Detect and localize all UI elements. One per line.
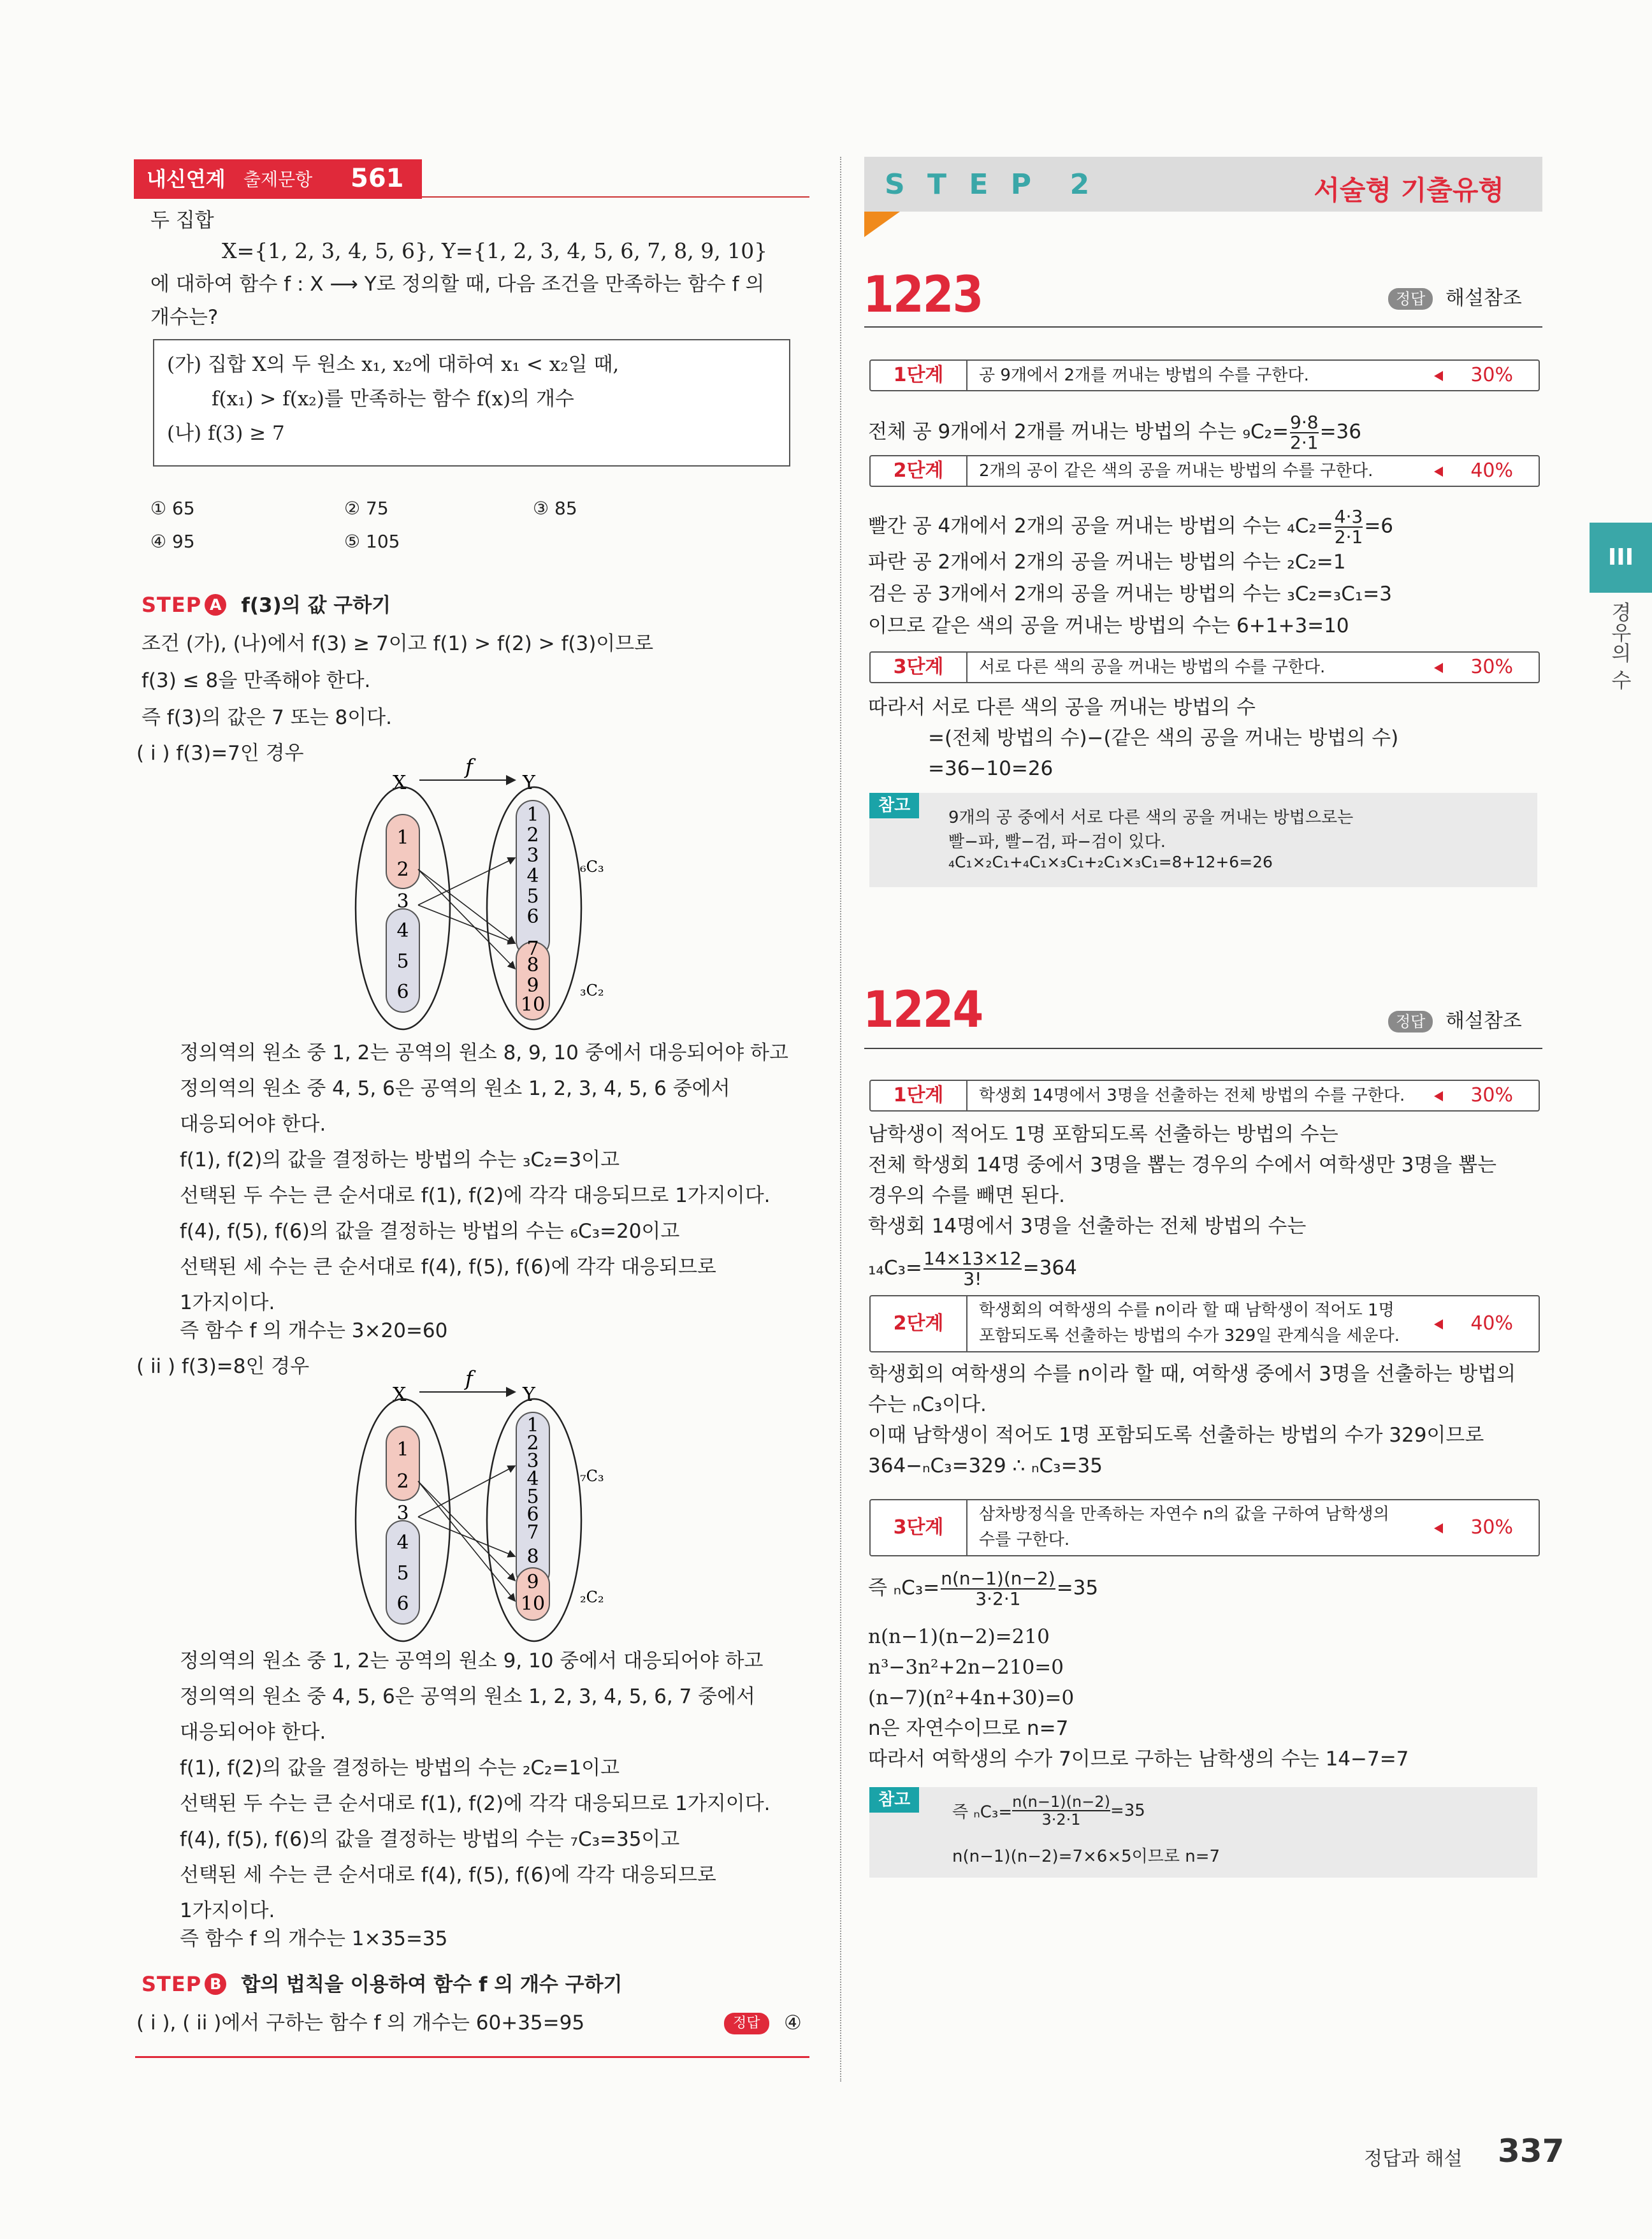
solution-ref-1223: 해설참조 <box>1446 287 1522 310</box>
answer-pill-1223: 정답 <box>1388 288 1433 310</box>
case1-line-3: 대응되어야 한다. <box>180 1113 326 1136</box>
stage1-1224-pct: 30% <box>1470 1084 1513 1106</box>
case2-line-1: 정의역의 원소 중 1, 2는 공역의 원소 9, 10 중에서 대응되어야 하고 <box>180 1649 764 1672</box>
svg-text:3: 3 <box>396 1502 409 1525</box>
diagram2-y-label: Y <box>523 1384 535 1406</box>
step2-label: S T E P 2 <box>885 168 1096 201</box>
s2-1223-fraction <box>1335 507 1363 547</box>
problem-header <box>134 159 422 199</box>
reference-box-1224 <box>869 1787 1537 1878</box>
stage1-1224-desc: 학생회 14명에서 3명을 선출하는 전체 방법의 수를 구한다. <box>979 1086 1405 1105</box>
stage3-1223 <box>869 651 1540 683</box>
stage2-1223 <box>869 455 1540 487</box>
case2-line-7: 선택된 세 수는 큰 순서대로 f(4), f(5), f(6)에 각각 대응되므로 <box>180 1864 716 1887</box>
svg-text:9: 9 <box>526 975 539 997</box>
answer-pill: 정답 <box>724 2013 769 2034</box>
condition-ga-b: f(x₁) > f(x₂)를 만족하는 함수 f(x)의 개수 <box>212 388 574 410</box>
header-tag: 내신연계 <box>147 167 226 191</box>
step-b-badge: B <box>205 1973 226 1995</box>
problem-number-1223: 1223 <box>863 266 983 324</box>
a-line-3: 즉 f(3)의 값은 7 또는 8이다. <box>141 706 392 729</box>
ref-1224-line2: n(n−1)(n−2)=7×6×5이므로 n=7 <box>952 1847 1221 1866</box>
s3-1224-fraction <box>941 1569 1055 1609</box>
svg-text:7: 7 <box>526 1521 539 1544</box>
step-a-badge: A <box>205 594 226 616</box>
s2-1224-line4: 364−ₙC₃=329 ∴ ₙC₃=35 <box>868 1454 1103 1477</box>
s1-1224-line4: 학생회 14명에서 3명을 선출하는 전체 방법의 수는 <box>868 1215 1307 1238</box>
stage1-1224-label: 1단계 <box>871 1081 967 1110</box>
diagram1-y-label: Y <box>523 772 535 794</box>
case2-line-8: 1가지이다. <box>180 1899 275 1922</box>
s3-1224-num: n(n−1)(n−2) <box>941 1568 1055 1589</box>
problem-line-2: X={1, 2, 3, 4, 5, 6}, Y={1, 2, 3, 4, 5, 6, 7, 8, 9, 10} <box>222 238 768 263</box>
case1-line-7: 선택된 세 수는 큰 순서대로 f(4), f(5), f(6)에 각각 대응되므로 <box>180 1256 716 1279</box>
svg-text:10: 10 <box>520 1593 546 1615</box>
svg-text:2: 2 <box>526 824 539 846</box>
s1-1223-line <box>868 413 1361 453</box>
condition-na: (나) f(3) ≥ 7 <box>167 422 285 445</box>
stage2-1223-marker-icon <box>1434 467 1443 477</box>
stage3-1223-marker-icon <box>1434 663 1443 673</box>
s2-1224-line1: 학생회의 여학생의 수를 n이라 할 때, 여학생 중에서 3명을 선출하는 방법의 <box>868 1363 1516 1386</box>
column-divider <box>840 157 841 2082</box>
case2-line-9: 즉 함수 f 의 개수는 1×35=35 <box>180 1927 448 1950</box>
problem-line-3: 에 대하여 함수 f : X ⟶ Y로 정의할 때, 다음 조건을 만족하는 함수 f 의 <box>150 273 765 296</box>
rule-1224 <box>864 1048 1542 1049</box>
stage1-1223-pct: 30% <box>1470 364 1513 386</box>
stage3-1224-desc2: 수를 구한다. <box>979 1530 1070 1549</box>
ref-1224-eq <box>952 1793 1145 1828</box>
problem-line-1: 두 집합 <box>150 209 214 232</box>
stage2-1224-marker-icon <box>1434 1319 1443 1330</box>
s2-1223-line2: 파란 공 2개에서 2개의 공을 꺼내는 방법의 수는 ₂C₂=1 <box>868 551 1346 574</box>
svg-text:3: 3 <box>526 1450 539 1472</box>
s2-1224-line3: 이때 남학생이 적어도 1명 포함되도록 선출하는 방법의 수가 329이므로 <box>868 1424 1484 1447</box>
s3-1224-line3: (n−7)(n²+4n+30)=0 <box>868 1686 1075 1709</box>
stage2-1223-pct: 40% <box>1470 460 1513 482</box>
stage1-1224 <box>869 1080 1540 1112</box>
s1-1223-fraction <box>1290 413 1319 453</box>
s2-1223-line3: 검은 공 3개에서 2개의 공을 꺼내는 방법의 수는 ₃C₂=₃C₁=3 <box>868 583 1392 605</box>
case2-line-4: f(1), f(2)의 값을 결정하는 방법의 수는 ₂C₂=1이고 <box>180 1757 620 1779</box>
svg-text:7: 7 <box>526 938 539 960</box>
stage1-1223-label: 1단계 <box>871 361 967 390</box>
svg-text:4: 4 <box>526 865 539 887</box>
mapping-diagram-1 <box>344 752 637 1033</box>
s3-1224-eq-pre: 즉 ₙC₃= <box>868 1576 940 1600</box>
case2-title: ( ii ) f(3)=8인 경우 <box>136 1355 310 1378</box>
svg-text:5: 5 <box>526 1486 539 1508</box>
svg-text:4: 4 <box>396 1532 409 1554</box>
stage2-1224-pct: 40% <box>1470 1312 1513 1335</box>
case1-line-1: 정의역의 원소 중 1, 2는 공역의 원소 8, 9, 10 중에서 대응되어야 하고 <box>180 1041 788 1064</box>
s2-1224-line2: 수는 ₙC₃이다. <box>868 1393 987 1416</box>
diagram2-f-label: f <box>465 1366 473 1391</box>
svg-text:10: 10 <box>520 994 546 1016</box>
chapter-side-tab <box>1578 523 1652 714</box>
s2-1223-res: =6 <box>1364 514 1394 538</box>
a-line-2: f(3) ≤ 8을 만족해야 한다. <box>141 669 371 692</box>
step-b-title: 합의 법칙을 이용하여 함수 f 의 개수 구하기 <box>241 1973 623 1996</box>
step-a-title: f(3)의 값 구하기 <box>241 594 391 617</box>
stage3-1223-label: 3단계 <box>871 653 967 682</box>
footer-label: 정답과 해설 <box>1364 2148 1463 2170</box>
svg-text:5: 5 <box>526 885 539 908</box>
condition-box <box>153 339 790 467</box>
stage3-1224-pct: 30% <box>1470 1516 1513 1539</box>
s3-1224-line4: n은 자연수이므로 n=7 <box>868 1717 1069 1740</box>
step-b-heading <box>141 1968 623 1997</box>
s2-1223-line1 <box>868 507 1393 547</box>
stage3-1224-label: 3단계 <box>871 1500 967 1555</box>
ref-1223-line1: 9개의 공 중에서 서로 다른 색의 공을 꺼내는 방법으로는 <box>948 808 1354 827</box>
case2-line-3: 대응되어야 한다. <box>180 1721 326 1744</box>
rule-1223 <box>864 326 1542 328</box>
diagram2-comb-1: ₇C₃ <box>580 1467 604 1485</box>
s1-1224-res: =364 <box>1022 1256 1077 1280</box>
svg-text:4: 4 <box>526 1468 539 1490</box>
s1-1224-fraction <box>924 1249 1022 1289</box>
case2-line-6: f(4), f(5), f(6)의 값을 결정하는 방법의 수는 ₇C₃=35이고 <box>180 1828 680 1851</box>
header-rule <box>422 196 809 198</box>
s2-1223-line4: 이므로 같은 색의 공을 꺼내는 방법의 수는 6+1+3=10 <box>868 614 1349 637</box>
stage3-1224-marker-icon <box>1434 1523 1443 1533</box>
s1-1224-line3: 경우의 수를 빼면 된다. <box>868 1184 1065 1207</box>
case1-line-6: f(4), f(5), f(6)의 값을 결정하는 방법의 수는 ₆C₃=20이고 <box>180 1220 680 1243</box>
case2-line-5: 선택된 두 수는 큰 순서대로 f(1), f(2)에 각각 대응되므로 1가지이다. <box>180 1792 771 1815</box>
chapter-title: 경우의 수 <box>1608 602 1632 690</box>
s1-1224-line2: 전체 학생회 14명 중에서 3명을 뽑는 경우의 수에서 여학생만 3명을 뽑는 <box>868 1154 1496 1177</box>
s1-1224-line1: 남학생이 적어도 1명 포함되도록 선출하는 방법의 수는 <box>868 1123 1338 1146</box>
s3-1223-line1: 따라서 서로 다른 색의 공을 꺼내는 방법의 수 <box>868 696 1256 719</box>
stage1-1223 <box>869 359 1540 391</box>
reference-box-1223 <box>869 793 1537 887</box>
ref-1223-line3: ₄C₁×₂C₁+₄C₁×₃C₁+₂C₁×₃C₁=8+12+6=26 <box>948 853 1273 871</box>
svg-text:4: 4 <box>396 920 409 942</box>
case1-line-9: 즉 함수 f 의 개수는 3×20=60 <box>180 1319 448 1342</box>
s3-1224-line5: 따라서 여학생의 수가 7이므로 구하는 남학생의 수는 14−7=7 <box>868 1748 1409 1771</box>
header-sub: 출제문항 <box>243 169 313 190</box>
header-number: 561 <box>351 164 404 193</box>
diagram1-x-label: X <box>393 772 407 794</box>
svg-text:2: 2 <box>396 1470 409 1493</box>
s1-1224-eq <box>868 1249 1077 1289</box>
svg-text:1: 1 <box>526 1414 539 1437</box>
reference-tag-1223: 참고 <box>869 793 919 818</box>
s2-1223-num: 4·3 <box>1334 506 1363 527</box>
svg-text:9: 9 <box>526 1571 539 1593</box>
page-number: 337 <box>1498 2133 1565 2170</box>
stage2-1224 <box>869 1295 1540 1352</box>
s1-1223-den: 2·1 <box>1290 432 1319 453</box>
stage2-1224-desc2: 포함되도록 선출하는 방법의 수가 329일 관계식을 세운다. <box>979 1326 1400 1345</box>
s3-1224-eq <box>868 1569 1098 1609</box>
case1-line-8: 1가지이다. <box>180 1291 275 1314</box>
stage2-1223-label: 2단계 <box>871 456 967 486</box>
stage2-1224-label: 2단계 <box>871 1296 967 1351</box>
answer-value: ④ <box>784 2011 802 2034</box>
problem-line-4: 개수는? <box>150 306 219 329</box>
step-a-heading <box>141 589 391 618</box>
svg-text:8: 8 <box>526 954 539 976</box>
step2-title: 서술형 기출유형 <box>1314 175 1504 206</box>
choice-3: ③ 85 <box>533 498 577 519</box>
svg-text:3: 3 <box>526 844 539 867</box>
svg-text:6: 6 <box>526 1504 539 1526</box>
svg-text:1: 1 <box>526 804 539 826</box>
s3-1223-line2: =(전체 방법의 수)−(같은 색의 공을 꺼내는 방법의 수) <box>928 727 1399 750</box>
step-a-label: STEP <box>141 593 202 617</box>
s3-1223-line3: =36−10=26 <box>928 757 1054 780</box>
answer-pill-1224: 정답 <box>1388 1011 1433 1033</box>
stage3-1223-desc: 서로 다른 색의 공을 꺼내는 방법의 수를 구한다. <box>979 658 1326 677</box>
s1-1223-num: 9·8 <box>1290 412 1319 433</box>
left-bottom-rule <box>135 2056 809 2058</box>
case1-line-4: f(1), f(2)의 값을 결정하는 방법의 수는 ₃C₂=3이고 <box>180 1148 620 1171</box>
stage1-1223-desc: 공 9개에서 2개를 꺼내는 방법의 수를 구한다. <box>979 366 1309 385</box>
ref-1224-eq-pre: 즉 ₙC₃= <box>952 1802 1013 1822</box>
step2-banner <box>864 157 1542 212</box>
ref-1223-line2: 빨−파, 빨−검, 파−검이 있다. <box>948 832 1166 851</box>
choice-4: ④ 95 <box>150 531 195 552</box>
case2-line-2: 정의역의 원소 중 4, 5, 6은 공역의 원소 1, 2, 3, 4, 5, 6, 7 중에서 <box>180 1685 756 1708</box>
svg-text:3: 3 <box>396 890 409 913</box>
svg-text:2: 2 <box>396 859 409 881</box>
s2-1223-text: 빨간 공 4개에서 2개의 공을 꺼내는 방법의 수는 ₄C₂= <box>868 514 1333 538</box>
diagram1-f-label: f <box>465 755 473 779</box>
svg-text:5: 5 <box>396 1562 409 1584</box>
right-column <box>854 0 1555 2239</box>
s1-1223-res: =36 <box>1319 420 1361 444</box>
choice-1: ① 65 <box>150 498 195 519</box>
choice-5: ⑤ 105 <box>344 531 400 552</box>
svg-text:8: 8 <box>526 1546 539 1568</box>
diagram2-x-label: X <box>393 1384 407 1406</box>
s1-1224-num: 14×13×12 <box>923 1248 1022 1269</box>
case1-line-2: 정의역의 원소 중 4, 5, 6은 공역의 원소 1, 2, 3, 4, 5, 6 중에서 <box>180 1077 730 1100</box>
ref-1224-fraction <box>1012 1793 1110 1828</box>
ref-1224-res: =35 <box>1110 1801 1145 1820</box>
stage1-1223-marker-icon <box>1434 371 1443 381</box>
case1-line-5: 선택된 두 수는 큰 순서대로 f(1), f(2)에 각각 대응되므로 1가지이다. <box>180 1184 771 1207</box>
choice-2: ② 75 <box>344 498 389 519</box>
s2-1223-den: 2·1 <box>1334 526 1363 547</box>
s1-1223-text: 전체 공 9개에서 2개를 꺼내는 방법의 수는 ₉C₂= <box>868 420 1289 444</box>
mapping-diagram-2 <box>344 1364 637 1644</box>
stage3-1223-pct: 30% <box>1470 656 1513 678</box>
condition-ga-a: (가) 집합 X의 두 원소 x₁, x₂에 대하여 x₁ < x₂일 때, <box>167 353 620 376</box>
svg-text:6: 6 <box>396 1593 409 1615</box>
stage3-1224 <box>869 1499 1540 1556</box>
stage1-1224-marker-icon <box>1434 1091 1443 1101</box>
s1-1224-eq-pre: ₁₄C₃= <box>868 1256 922 1280</box>
svg-text:1: 1 <box>396 827 409 849</box>
svg-text:2: 2 <box>526 1432 539 1454</box>
ref-1224-den: 3·2·1 <box>1041 1811 1081 1829</box>
final-line: ( i ), ( ii )에서 구하는 함수 f 의 개수는 60+35=95 <box>136 2011 585 2034</box>
svg-text:5: 5 <box>396 950 409 973</box>
a-line-1: 조건 (가), (나)에서 f(3) ≥ 7이고 f(1) > f(2) > f(3)이므로 <box>141 632 654 655</box>
problem-number-1224: 1224 <box>863 982 983 1039</box>
chapter-roman: III <box>1590 523 1652 593</box>
a-line-4: ( i ) f(3)=7인 경우 <box>136 742 304 765</box>
diagram1-comb-1: ₆C₃ <box>580 858 604 876</box>
s3-1224-line2: n³−3n²+2n−210=0 <box>868 1656 1064 1679</box>
stage2-1224-desc1: 학생회의 여학생의 수를 n이라 할 때 남학생이 적어도 1명 <box>979 1301 1395 1320</box>
stage3-1224-desc1: 삼차방정식을 만족하는 자연수 n의 값을 구하여 남학생의 <box>979 1505 1389 1524</box>
svg-text:6: 6 <box>526 906 539 928</box>
svg-text:1: 1 <box>396 1438 409 1461</box>
step-b-label: STEP <box>141 1972 202 1996</box>
s3-1224-line1: n(n−1)(n−2)=210 <box>868 1625 1050 1648</box>
banner-triangle <box>864 212 900 237</box>
s1-1224-den: 3! <box>963 1268 982 1289</box>
s3-1224-den: 3·2·1 <box>975 1588 1021 1609</box>
diagram1-comb-2: ₃C₂ <box>580 982 604 999</box>
svg-text:6: 6 <box>396 981 409 1003</box>
stage2-1223-desc: 2개의 공이 같은 색의 공을 꺼내는 방법의 수를 구한다. <box>979 461 1373 481</box>
diagram2-comb-2: ₂C₂ <box>580 1588 604 1606</box>
ref-1224-num: n(n−1)(n−2) <box>1012 1793 1110 1811</box>
solution-ref-1224: 해설참조 <box>1446 1010 1522 1033</box>
s3-1224-res: =35 <box>1056 1576 1099 1600</box>
reference-tag-1224: 참고 <box>869 1787 919 1813</box>
